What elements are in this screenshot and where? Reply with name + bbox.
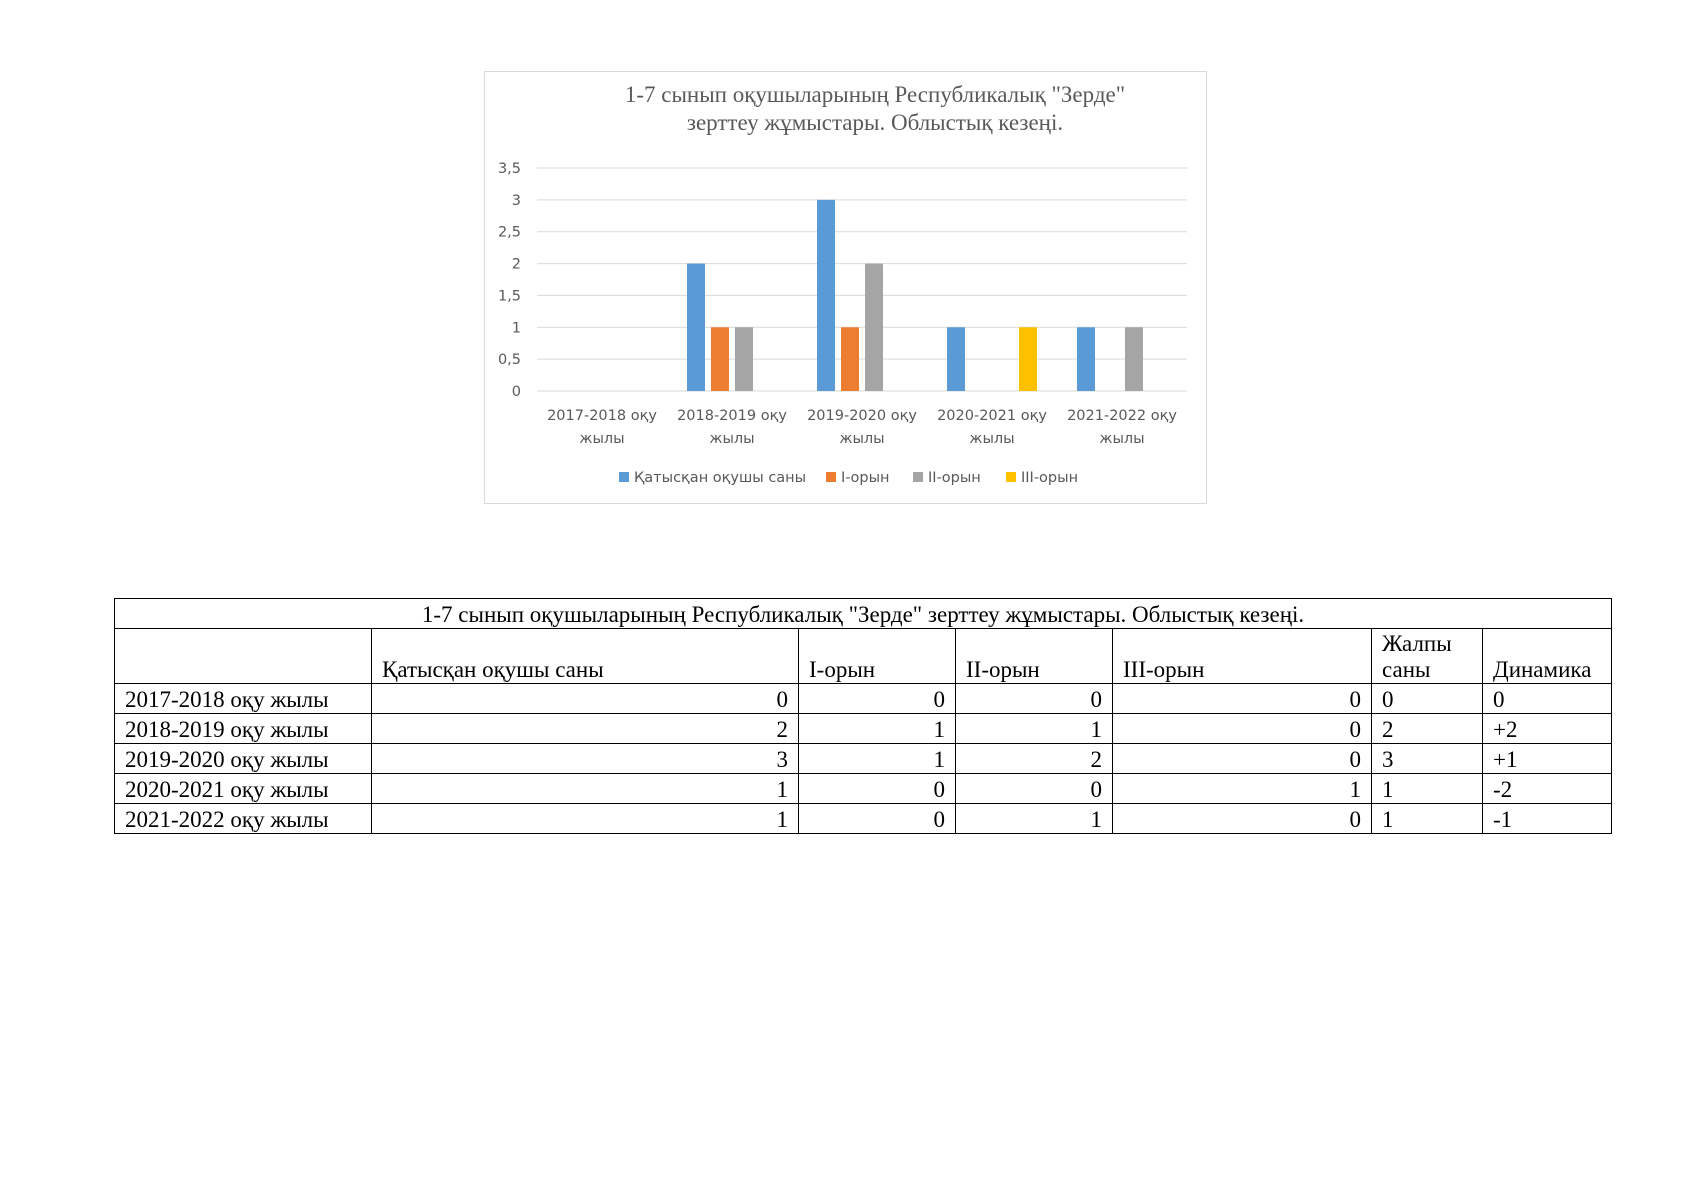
table-cell: 3 — [1372, 744, 1483, 774]
x-tick-label: жылы — [839, 431, 885, 447]
chart-title — [625, 82, 1125, 135]
y-tick-label: 0 — [511, 384, 521, 400]
table-cell: 0 — [1113, 684, 1372, 714]
x-tick-label: 2019-2020 оқу — [807, 408, 917, 424]
table-cell: -2 — [1483, 774, 1612, 804]
x-axis-labels — [547, 408, 1177, 447]
x-tick-label: жылы — [1099, 431, 1145, 447]
x-tick-label: жылы — [969, 431, 1015, 447]
y-tick-label: 0,5 — [497, 352, 521, 369]
table-header-cell — [115, 629, 372, 684]
bar-chart — [485, 72, 1208, 505]
bar — [841, 327, 859, 391]
chart-legend — [619, 470, 1078, 486]
table-cell: 1 — [372, 774, 799, 804]
legend-swatch — [913, 472, 923, 482]
row-label-cell: 2017-2018 оқу жылы — [115, 684, 372, 714]
y-axis-ticks — [498, 161, 521, 400]
table-cell: 2 — [1372, 714, 1483, 744]
table-cell: 1 — [1113, 774, 1372, 804]
y-tick-label: 1,5 — [497, 288, 521, 305]
bar — [865, 264, 883, 391]
table-cell: 3 — [372, 744, 799, 774]
x-tick-label: 2021-2022 оқу — [1067, 408, 1177, 424]
table-header-cell: Қатысқан оқушы саны — [372, 629, 799, 684]
table-header-cell: I-орын — [799, 629, 956, 684]
bar — [947, 327, 965, 391]
y-tick-label: 1 — [511, 320, 521, 337]
row-label-cell: 2020-2021 оқу жылы — [115, 774, 372, 804]
table-cell: 1 — [1372, 804, 1483, 834]
table-cell: 0 — [799, 804, 956, 834]
chart-title-line: 1-7 сынып оқушыларының Республикалық "Зерде" — [624, 82, 1126, 107]
row-label-cell: 2019-2020 оқу жылы — [115, 744, 372, 774]
table-header-row — [115, 629, 1612, 684]
table-cell: 1 — [1372, 774, 1483, 804]
table-cell: +2 — [1483, 714, 1612, 744]
table-header-cell: Динамика — [1483, 629, 1612, 684]
legend-label: II-орын — [928, 470, 981, 486]
legend-swatch — [1006, 472, 1016, 482]
bar — [711, 327, 729, 391]
table-cell: 0 — [1113, 804, 1372, 834]
table-caption: 1-7 сынып оқушыларының Республикалық "Зерде" зерттеу жұмыстары. Облыстық кезеңі. — [115, 599, 1612, 629]
table-header-cell: II-орын — [956, 629, 1113, 684]
table-cell: -1 — [1483, 804, 1612, 834]
table-row — [115, 774, 1612, 804]
row-label-cell: 2021-2022 оқу жылы — [115, 804, 372, 834]
legend-label: Қатысқан оқушы саны — [634, 470, 807, 486]
table-cell: 0 — [799, 774, 956, 804]
table-cell: 0 — [956, 684, 1113, 714]
y-tick-label: 2 — [511, 256, 521, 273]
bar — [687, 264, 705, 391]
table-cell: 0 — [799, 684, 956, 714]
table-cell: 0 — [1483, 684, 1612, 714]
x-tick-label: жылы — [579, 431, 625, 447]
x-tick-label: 2018-2019 оқу — [677, 408, 787, 424]
table-cell: 2 — [956, 744, 1113, 774]
bar — [817, 200, 835, 391]
chart-title-line: зерттеу жұмыстары. Облыстық кезеңі. — [686, 110, 1064, 135]
table-cell: 0 — [1113, 714, 1372, 744]
table-cell: 1 — [799, 714, 956, 744]
table-cell: 2 — [372, 714, 799, 744]
table-cell: 0 — [372, 684, 799, 714]
bar — [1019, 327, 1037, 391]
table-cell: 1 — [956, 714, 1113, 744]
table-cell: 0 — [956, 774, 1113, 804]
row-label-cell: 2018-2019 оқу жылы — [115, 714, 372, 744]
data-table — [114, 598, 1612, 834]
table-row — [115, 804, 1612, 834]
bar — [1077, 327, 1095, 391]
table-row — [115, 714, 1612, 744]
legend-swatch — [619, 472, 629, 482]
table-row — [115, 684, 1612, 714]
table-cell: 0 — [1113, 744, 1372, 774]
table-cell: 1 — [799, 744, 956, 774]
chart-frame — [484, 71, 1207, 504]
table-row — [115, 744, 1612, 774]
y-tick-label: 3,5 — [497, 161, 521, 177]
table-cell: 1 — [372, 804, 799, 834]
bar — [735, 327, 753, 391]
table-caption-row — [115, 599, 1612, 629]
x-tick-label: 2020-2021 оқу — [937, 408, 1047, 424]
legend-label: III-орын — [1021, 470, 1079, 486]
table-cell: 0 — [1372, 684, 1483, 714]
y-tick-label: 3 — [511, 192, 521, 209]
x-tick-label: 2017-2018 оқу — [547, 408, 657, 424]
y-tick-label: 2,5 — [497, 224, 521, 241]
table-cell: 1 — [956, 804, 1113, 834]
table-header-cell: III-орын — [1113, 629, 1372, 684]
table-cell: +1 — [1483, 744, 1612, 774]
x-tick-label: жылы — [709, 431, 755, 447]
table-header-cell: Жалпы саны — [1372, 629, 1483, 684]
bar — [1125, 327, 1143, 391]
legend-swatch — [826, 472, 836, 482]
legend-label: I-орын — [841, 470, 890, 486]
